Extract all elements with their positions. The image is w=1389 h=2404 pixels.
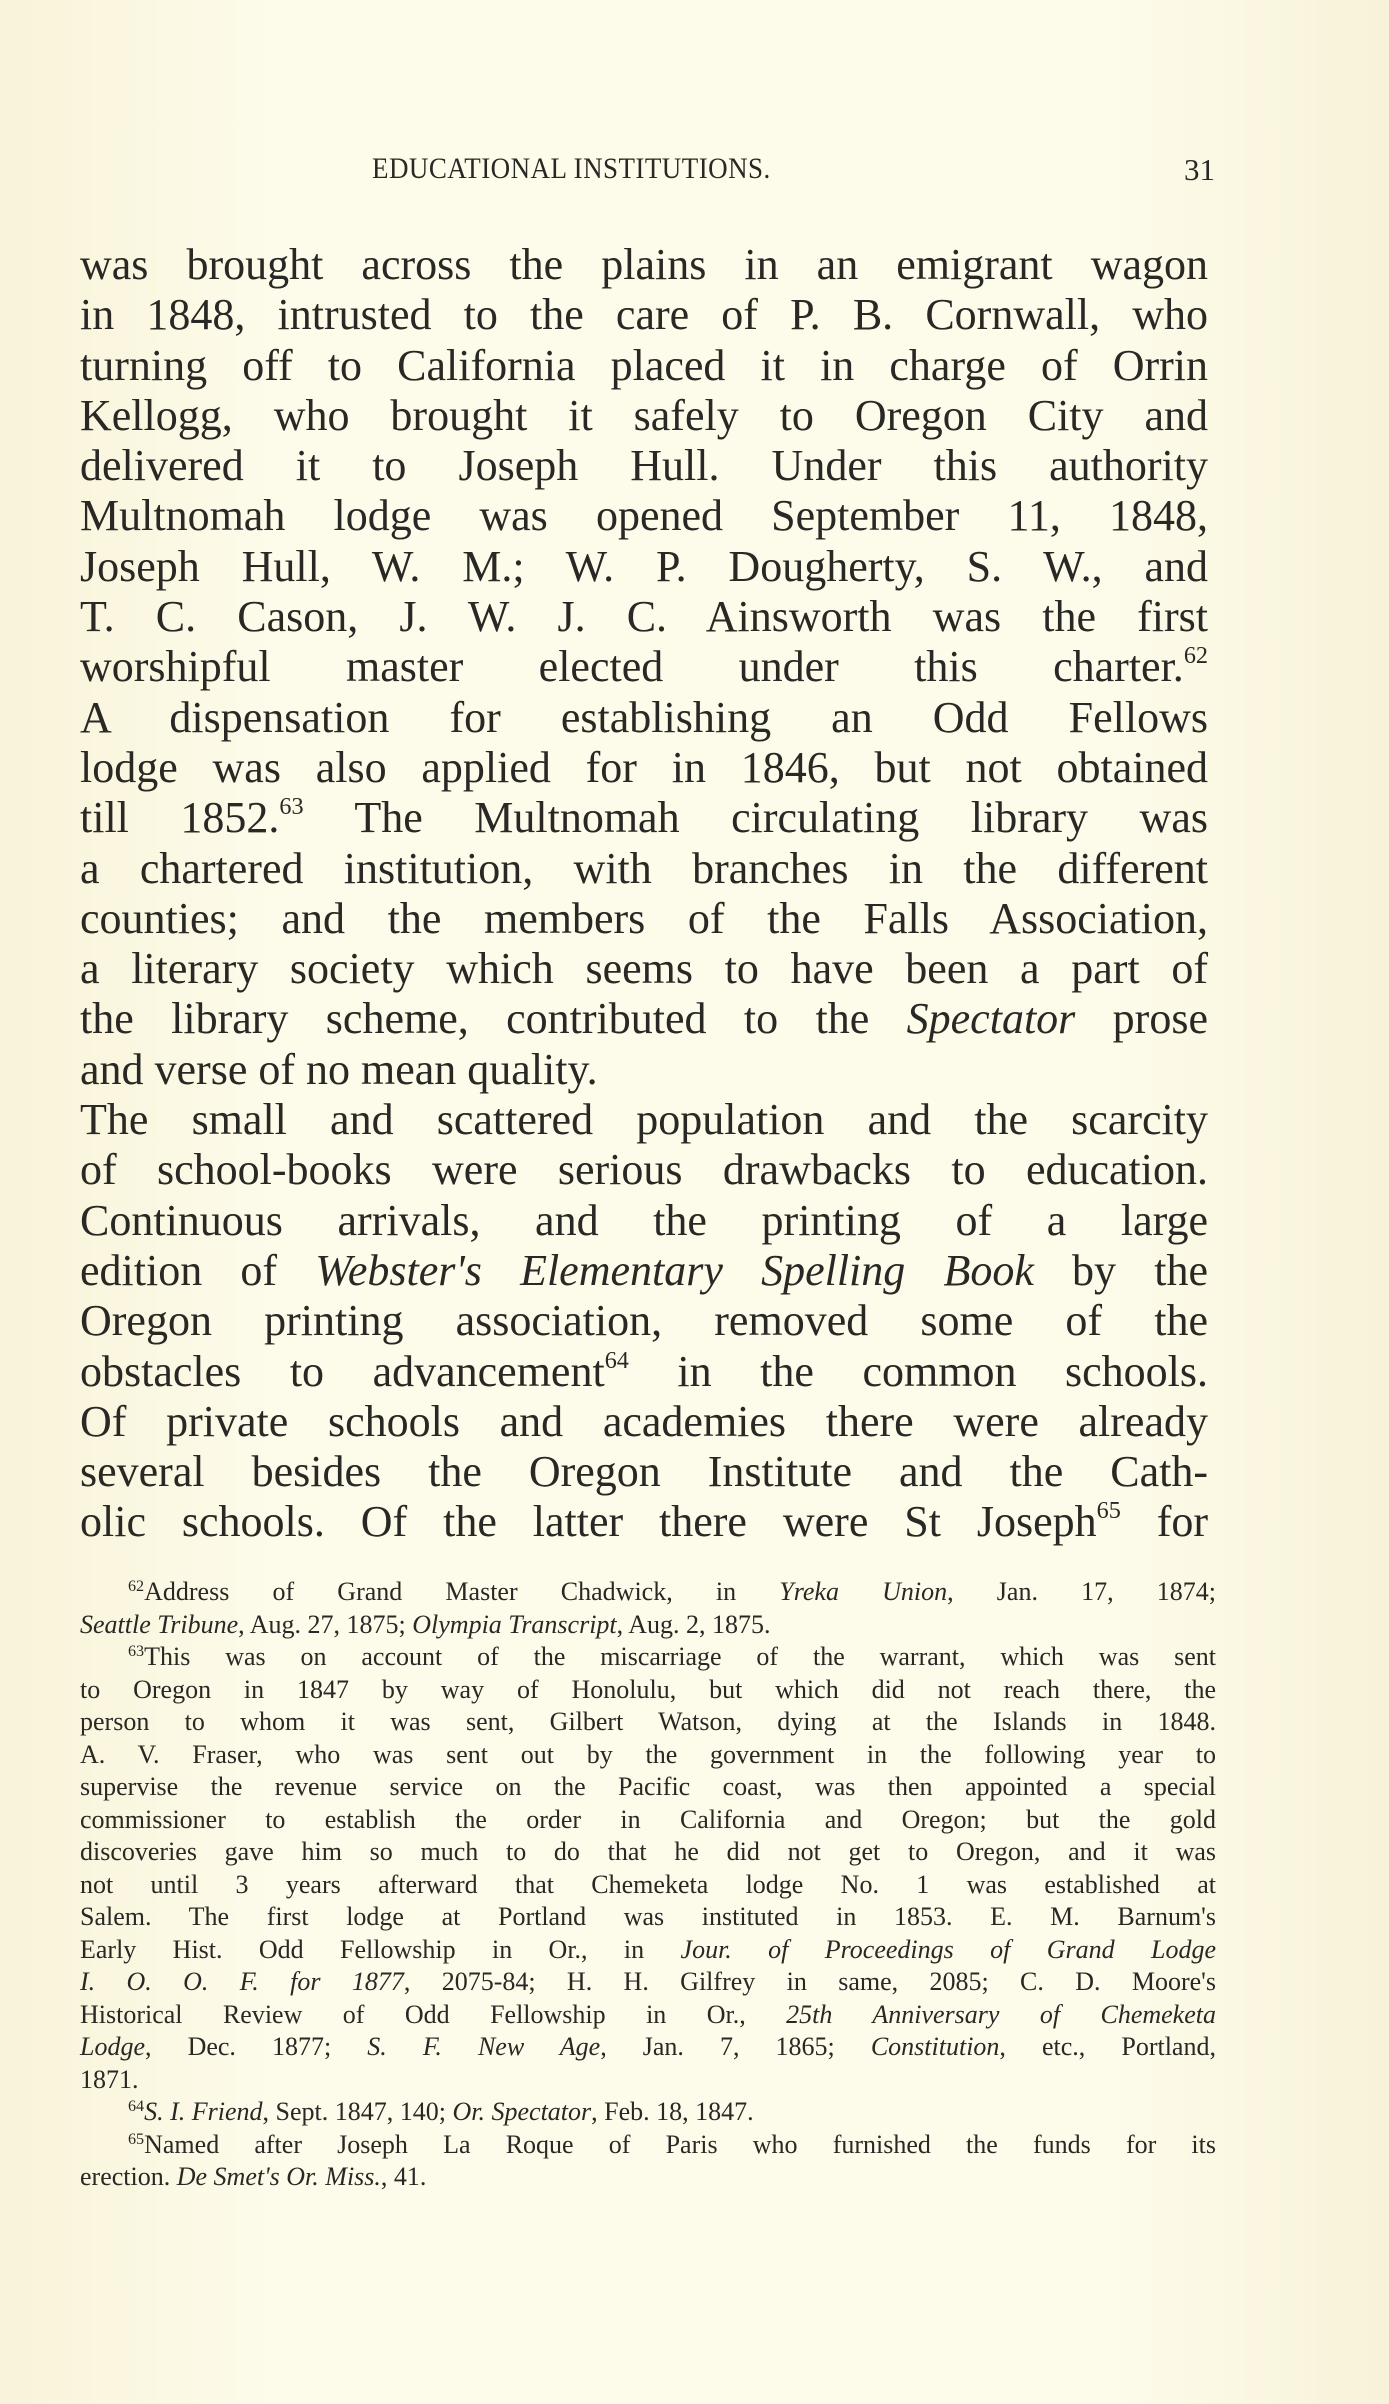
- footnote-line: [80, 1771, 1216, 1804]
- text-run: counties; and the members of the Falls Association,: [80, 893, 1208, 943]
- body-line: [80, 1296, 1208, 1346]
- text-run: A dispensation for establishing an Odd Fellows: [80, 692, 1208, 742]
- text-run: The Multnomah circulating library was: [303, 793, 1208, 843]
- text-run: olic schools. Of the latter there were St Joseph: [80, 1497, 1097, 1547]
- text-run: commissioner to establish the order in California and Oregon; but the gold: [80, 1804, 1216, 1834]
- footnote-line: [80, 1674, 1216, 1707]
- text-run: delivered it to Joseph Hull. Under this authority: [80, 441, 1208, 491]
- text-run: supervise the revenue service on the Pacific coast, was then appointed a special: [80, 1772, 1216, 1801]
- body-line: [80, 994, 1208, 1044]
- italic-title: Lodge: [80, 2032, 145, 2061]
- footnote-reference: 63: [128, 1643, 145, 1661]
- italic-title: Olympia Transcript: [412, 1609, 617, 1639]
- body-line: [80, 341, 1208, 391]
- footnote-reference: 65: [1096, 1497, 1121, 1525]
- italic-title: 25th Anniversary of Chemeketa: [786, 1999, 1216, 2029]
- text-run: , Aug. 27, 1875;: [238, 1609, 413, 1639]
- footnote-line: [80, 1739, 1216, 1772]
- text-run: in the common schools.: [628, 1346, 1208, 1396]
- text-run: worshipful master elected under this charter.: [80, 642, 1184, 692]
- text-run: lodge was also applied for in 1846, but not obtained: [80, 742, 1208, 792]
- text-run: not until 3 years afterward that Chemeketa lodge No. 1 was established at: [80, 1869, 1216, 1899]
- italic-title: Yreka Union: [779, 1577, 948, 1606]
- text-run: in 1848, intrusted to the care of P. B. Cornwall, who: [80, 290, 1208, 340]
- body-line: [80, 693, 1208, 743]
- text-run: by the: [1033, 1245, 1208, 1295]
- text-run: , Aug. 2, 1875.: [616, 1609, 771, 1639]
- text-run: Of private schools and academies there were already: [80, 1396, 1208, 1446]
- text-run: a literary society which seems to have been a part of: [80, 944, 1208, 994]
- text-run: till 1852.: [80, 793, 280, 843]
- footnote-line: [80, 1999, 1216, 2032]
- text-run: , 41.: [380, 2162, 427, 2191]
- italic-title: Spectator: [906, 994, 1076, 1044]
- text-run: several besides the Oregon Institute and the Cath-: [80, 1447, 1208, 1497]
- text-run: turning off to California placed it in charge of Orrin: [80, 340, 1208, 390]
- text-run: Multnomah lodge was opened September 11, 1848,: [80, 491, 1208, 541]
- body-line: [80, 1246, 1208, 1296]
- text-run: A. V. Fraser, who was sent out by the government in the following year to: [80, 1739, 1216, 1769]
- text-run: a chartered institution, with branches in the different: [80, 843, 1208, 893]
- footnote-line: [80, 1706, 1216, 1739]
- body-line: [80, 944, 1208, 994]
- text-run: , 2075-84; H. H. Gilfrey in same, 2085; C. D. Moore's: [403, 1967, 1216, 1996]
- text-run: prose: [1075, 994, 1208, 1044]
- text-run: and verse of no mean quality.: [80, 1044, 598, 1094]
- footnote-reference: 63: [279, 793, 304, 821]
- text-run: of school-books were serious drawbacks to education.: [80, 1145, 1208, 1195]
- footnote-reference: 62: [128, 1578, 145, 1596]
- text-run: Early Hist. Odd Fellowship in Or., in: [80, 1934, 681, 1964]
- body-line: [80, 592, 1208, 642]
- text-run: Named after Joseph La Roque of Paris who furnished the funds for its: [144, 2129, 1216, 2159]
- text-run: Joseph Hull, W. M.; W. P. Dougherty, S. W., and: [80, 541, 1208, 591]
- text-run: Kellogg, who brought it safely to Oregon City and: [80, 390, 1208, 440]
- text-run: person to whom it was sent, Gilbert Watson, dying at the Islands in 1848.: [80, 1707, 1216, 1736]
- footnote-line: [80, 1934, 1216, 1967]
- italic-title: S. F. New Age: [367, 2032, 601, 2061]
- body-text: [80, 240, 1208, 1548]
- text-run: Address of Grand Master Chadwick, in: [144, 1577, 780, 1606]
- footnote-line: [80, 1576, 1216, 1609]
- footnote-line: [80, 1966, 1216, 1999]
- italic-title: I. O. O. F. for 1877: [80, 1967, 404, 1996]
- text-run: , Jan. 7, 1865;: [600, 2032, 871, 2061]
- italic-title: Jour. of Proceedings of Grand Lodge: [680, 1934, 1216, 1964]
- text-run: Oregon printing association, removed some of the: [80, 1296, 1208, 1346]
- text-run: Historical Review of Odd Fellowship in Or.,: [80, 1999, 787, 2029]
- body-line: [80, 1045, 1208, 1095]
- body-line: [80, 1397, 1208, 1447]
- body-line: [80, 1447, 1208, 1497]
- footnote-reference: 64: [604, 1346, 629, 1374]
- body-line: [80, 1196, 1208, 1246]
- italic-title: De Smet's Or. Miss.: [176, 2162, 381, 2191]
- body-line: [80, 1145, 1208, 1195]
- body-line: [80, 1347, 1208, 1397]
- body-line: [80, 844, 1208, 894]
- footnote-line: [80, 2096, 1216, 2129]
- italic-title: Seattle Tribune: [80, 1609, 239, 1639]
- body-line: [80, 240, 1208, 290]
- footnote-line: [80, 1609, 1216, 1642]
- body-line: [80, 1095, 1208, 1145]
- italic-title: Webster's Elementary Spelling Book: [315, 1245, 1034, 1295]
- footnote-line: [80, 1804, 1216, 1837]
- body-line: [80, 441, 1208, 491]
- footnote-line: [80, 1836, 1216, 1869]
- italic-title: Or. Spectator: [452, 2097, 592, 2126]
- body-line: [80, 1497, 1208, 1547]
- text-run: erection.: [80, 2162, 177, 2191]
- text-run: the library scheme, contributed to the: [80, 994, 907, 1044]
- footnotes: [80, 1576, 1216, 2194]
- italic-title: S. I. Friend: [144, 2097, 263, 2126]
- text-run: T. C. Cason, J. W. J. C. Ainsworth was the first: [80, 592, 1208, 642]
- body-line: [80, 743, 1208, 793]
- footnote-line: [80, 1901, 1216, 1934]
- body-line: [80, 793, 1208, 843]
- italic-title: Constitution: [870, 2032, 1000, 2061]
- page-number: 31: [1184, 152, 1215, 187]
- text-run: , Sept. 1847, 140;: [262, 2097, 453, 2126]
- text-run: , Jan. 17, 1874;: [947, 1577, 1216, 1606]
- body-line: [80, 542, 1208, 592]
- footnote-line: [80, 1641, 1216, 1674]
- text-run: for: [1120, 1497, 1208, 1547]
- footnote-line: [80, 2064, 1216, 2097]
- text-run: , Feb. 18, 1847.: [591, 2097, 754, 2126]
- text-run: 1871.: [80, 2064, 139, 2094]
- footnote-reference: 62: [1183, 642, 1208, 670]
- footnote-reference: 65: [128, 2130, 145, 2148]
- body-line: [80, 642, 1208, 692]
- footnote-line: [80, 2161, 1216, 2194]
- text-run: This was on account of the miscarriage of the warrant, which was sent: [144, 1642, 1216, 1671]
- body-line: [80, 290, 1208, 340]
- text-run: , etc., Portland,: [999, 2032, 1216, 2061]
- text-run: The small and scattered population and the scarcity: [80, 1095, 1208, 1145]
- body-line: [80, 491, 1208, 541]
- body-line: [80, 894, 1208, 944]
- text-run: to Oregon in 1847 by way of Honolulu, but which did not reach there, the: [80, 1674, 1216, 1704]
- text-run: edition of: [80, 1245, 316, 1295]
- footnote-line: [80, 2129, 1216, 2162]
- text-run: Salem. The first lodge at Portland was instituted in 1853. E. M. Barnum's: [80, 1902, 1216, 1931]
- footnote-line: [80, 2031, 1216, 2064]
- text-run: Continuous arrivals, and the printing of a large: [80, 1195, 1208, 1245]
- running-head-title: EDUCATIONAL INSTITUTIONS.: [372, 152, 771, 185]
- text-run: discoveries gave him so much to do that he did not get to Oregon, and it was: [80, 1837, 1216, 1866]
- footnote-reference: 64: [128, 2098, 145, 2116]
- body-line: [80, 391, 1208, 441]
- text-run: , Dec. 1877;: [145, 2032, 368, 2061]
- footnote-line: [80, 1869, 1216, 1902]
- text-run: was brought across the plains in an emigrant wagon: [80, 240, 1208, 289]
- text-run: obstacles to advancement: [80, 1346, 605, 1396]
